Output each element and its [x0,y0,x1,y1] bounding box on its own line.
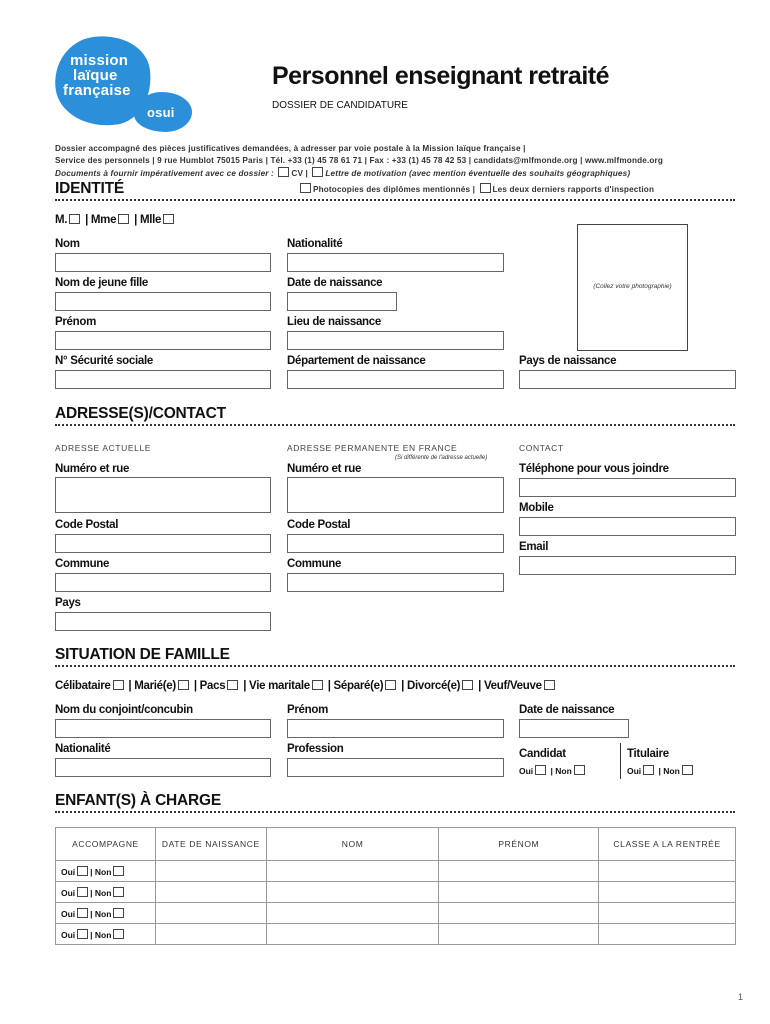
candidat-oui-label: Oui [519,766,534,776]
code-postal-label: Code Postal [55,519,119,531]
enfants-table [55,827,736,945]
nom-jeune-fille-field[interactable] [55,292,271,311]
date-cell[interactable] [155,924,266,945]
table-header-row [56,828,736,861]
accompagne-cell: Oui | Non [56,903,156,924]
col-date-naissance: DATE DE NAISSANCE [155,828,266,861]
nationalite-field[interactable] [287,253,504,272]
si-differente-note: (Si différente de l'adresse actuelle) [395,455,488,461]
accompagne-cell: Oui | Non [56,882,156,903]
titulaire-options [627,765,695,776]
nationalite-conjoint-field[interactable] [55,758,271,777]
candidat-oui-checkbox[interactable] [535,765,546,775]
pays-naissance-label: Pays de naissance [519,355,617,367]
nom-cell[interactable] [266,882,439,903]
prenom-field[interactable] [55,331,271,350]
rapports-label: Les deux derniers rapports d'inspection [492,185,655,194]
col-accompagne: ACCOMPAGNE [56,828,156,861]
separe-label: | Séparé(e) [327,680,384,692]
candidat-titulaire-divider [620,743,621,779]
nom-conjoint-label: Nom du conjoint/concubin [55,704,193,716]
oui-checkbox[interactable] [77,908,88,918]
logo-text-francaise: française [63,82,131,99]
table-row [56,861,736,882]
vie-maritale-checkbox[interactable] [312,680,323,690]
candidat-non-checkbox[interactable] [574,765,585,775]
date-naissance-field[interactable] [287,292,397,311]
photo-box[interactable] [577,224,688,351]
prenom-conjoint-label: Prénom [287,704,329,716]
date-cell[interactable] [155,861,266,882]
nom-field[interactable] [55,253,271,272]
titulaire-label: Titulaire [627,748,669,760]
email-label: Email [519,541,549,553]
secu-label: N° Sécurité sociale [55,355,153,367]
page-number: 1 [738,992,744,1002]
non-checkbox[interactable] [113,887,124,897]
section-enfants-title: ENFANT(S) À CHARGE [55,792,222,809]
titulaire-non-label: | Non [658,766,680,776]
civilite-mlle-checkbox[interactable] [163,214,174,224]
titulaire-non-checkbox[interactable] [682,765,693,775]
vie-maritale-label: | Vie maritale [243,680,310,692]
lettre-label: Lettre de motivation (avec mention éventuelle des souhaits géographiques) [325,169,631,178]
profession-field[interactable] [287,758,504,777]
telephone-label: Téléphone pour vous joindre [519,463,669,475]
logo-text-mission: mission [70,52,129,69]
accompagne-cell: Oui | Non [56,924,156,945]
divorce-checkbox[interactable] [462,680,473,690]
numero-rue-label: Numéro et rue [55,463,130,475]
prenom-cell[interactable] [439,882,599,903]
candidat-options [519,765,587,776]
col-classe: CLASSE A LA RENTRÉE [599,828,736,861]
candidat-non-label: | Non [550,766,572,776]
prenom-conjoint-field[interactable] [287,719,504,738]
nom-cell[interactable] [266,903,439,924]
civilite-mlle-label: | Mlle [134,214,162,226]
section-adresse-title: ADRESSE(S)/CONTACT [55,405,226,422]
section-identite-title: IDENTITÉ [55,180,125,197]
mobile-field[interactable] [519,517,736,536]
situation-row [55,680,557,692]
table-row [56,924,736,945]
nom-label: Nom [55,238,80,250]
info-line-3 [55,167,630,178]
section-divider [55,424,735,426]
documents-label: Documents à fournir impérativement avec ce dossier : [55,169,274,178]
marie-checkbox[interactable] [178,680,189,690]
pays-field[interactable] [55,612,271,631]
photocopies-checkbox[interactable] [300,183,311,193]
date-naissance-label: Date de naissance [287,277,383,289]
celibataire-checkbox[interactable] [113,680,124,690]
commune-perm-field[interactable] [287,573,504,592]
email-field[interactable] [519,556,736,575]
page-title: Personnel enseignant retraité [272,62,610,90]
section-divider [55,811,735,813]
civilite-row [55,214,176,226]
nom-jeune-fille-label: Nom de jeune fille [55,277,149,289]
commune-field[interactable] [55,573,271,592]
civilite-m-checkbox[interactable] [69,214,80,224]
pacs-label: | Pacs [193,680,226,692]
numero-rue-perm-field[interactable] [287,477,504,513]
civilite-m-label: M. [55,214,68,226]
non-label: Non [94,908,112,919]
veuf-label: | Veuf/Veuve [478,680,542,692]
prenom-cell[interactable] [439,924,599,945]
classe-cell[interactable] [599,903,736,924]
secu-field[interactable] [55,370,271,389]
separe-checkbox[interactable] [385,680,396,690]
oui-label: Oui [61,866,76,877]
pacs-checkbox[interactable] [227,680,238,690]
code-postal-perm-label: Code Postal [287,519,351,531]
oui-checkbox[interactable] [77,866,88,876]
marie-label: | Marié(e) [128,680,176,692]
mobile-label: Mobile [519,502,554,514]
section-famille-title: SITUATION DE FAMILLE [55,646,230,663]
titulaire-oui-label: Oui [627,766,642,776]
nationalite-label: Nationalité [287,238,343,250]
date-cell[interactable] [155,903,266,924]
prenom-cell[interactable] [439,861,599,882]
col-nom: NOM [266,828,439,861]
numero-rue-perm-label: Numéro et rue [287,463,362,475]
numero-rue-field[interactable] [55,477,271,513]
col-prenom: PRÉNOM [439,828,599,861]
adresse-permanente-label: ADRESSE PERMANENTE EN FRANCE [287,443,458,453]
section-divider [55,199,735,201]
code-postal-perm-field[interactable] [287,534,504,553]
oui-label: Oui [61,929,76,940]
civilite-mme-label: | Mme [85,214,117,226]
nom-cell[interactable] [266,861,439,882]
veuf-checkbox[interactable] [544,680,555,690]
oui-label: Oui [61,887,76,898]
commune-label: Commune [55,558,110,570]
nom-cell[interactable] [266,924,439,945]
table-row [56,882,736,903]
info-line-1: Dossier accompagné des pièces justificatives demandées, à adresser par voie postale à la Mission laïque française | [55,144,526,153]
profession-label: Profession [287,743,344,755]
telephone-field[interactable] [519,478,736,497]
info-line-2: Service des personnels | 9 rue Humblot 75015 Paris | Tél. +33 (1) 45 78 61 71 | Fax : +33 (1) 45 78 42 53 | candidats@mlfmonde.org | www.mlfmonde.org [55,156,664,165]
non-label: Non [94,866,112,877]
civilite-mme-checkbox[interactable] [118,214,129,224]
non-checkbox[interactable] [113,908,124,918]
oui-checkbox[interactable] [77,887,88,897]
rapports-checkbox[interactable] [480,183,491,193]
photocopies-label: Photocopies des diplômes mentionnés | [313,185,476,194]
date-naissance-conjoint-label: Date de naissance [519,704,615,716]
info-line-4 [298,183,654,194]
cv-checkbox[interactable] [278,167,289,177]
adresse-actuelle-label: ADRESSE ACTUELLE [55,443,152,453]
oui-checkbox[interactable] [77,929,88,939]
non-label: Non [94,887,112,898]
cv-label: CV | [291,169,308,178]
logo-text-osui: osui [147,105,175,120]
code-postal-field[interactable] [55,534,271,553]
accompagne-cell: Oui | Non [56,861,156,882]
pays-naissance-field[interactable] [519,370,736,389]
prenom-label: Prénom [55,316,97,328]
departement-field[interactable] [287,370,504,389]
non-label: Non [94,929,112,940]
contact-label: CONTACT [519,443,564,453]
photo-label: (Collez votre photographie) [593,283,672,290]
lieu-naissance-label: Lieu de naissance [287,316,381,328]
logo-text-laique: laïque [73,67,118,84]
non-checkbox[interactable] [113,866,124,876]
candidat-label: Candidat [519,748,566,760]
oui-label: Oui [61,908,76,919]
section-divider [55,665,735,667]
nom-conjoint-field[interactable] [55,719,271,738]
date-naissance-conjoint-field[interactable] [519,719,629,738]
departement-label: Département de naissance [287,355,426,367]
lettre-checkbox[interactable] [312,167,323,177]
prenom-cell[interactable] [439,903,599,924]
nationalite-conjoint-label: Nationalité [55,743,111,755]
pays-label: Pays [55,597,81,609]
date-cell[interactable] [155,882,266,903]
divorce-label: | Divorcé(e) [401,680,461,692]
classe-cell[interactable] [599,882,736,903]
commune-perm-label: Commune [287,558,342,570]
celibataire-label: Célibataire [55,680,111,692]
lieu-naissance-field[interactable] [287,331,504,350]
classe-cell[interactable] [599,861,736,882]
non-checkbox[interactable] [113,929,124,939]
titulaire-oui-checkbox[interactable] [643,765,654,775]
classe-cell[interactable] [599,924,736,945]
page-subtitle: DOSSIER DE CANDIDATURE [272,100,408,111]
table-row [56,903,736,924]
